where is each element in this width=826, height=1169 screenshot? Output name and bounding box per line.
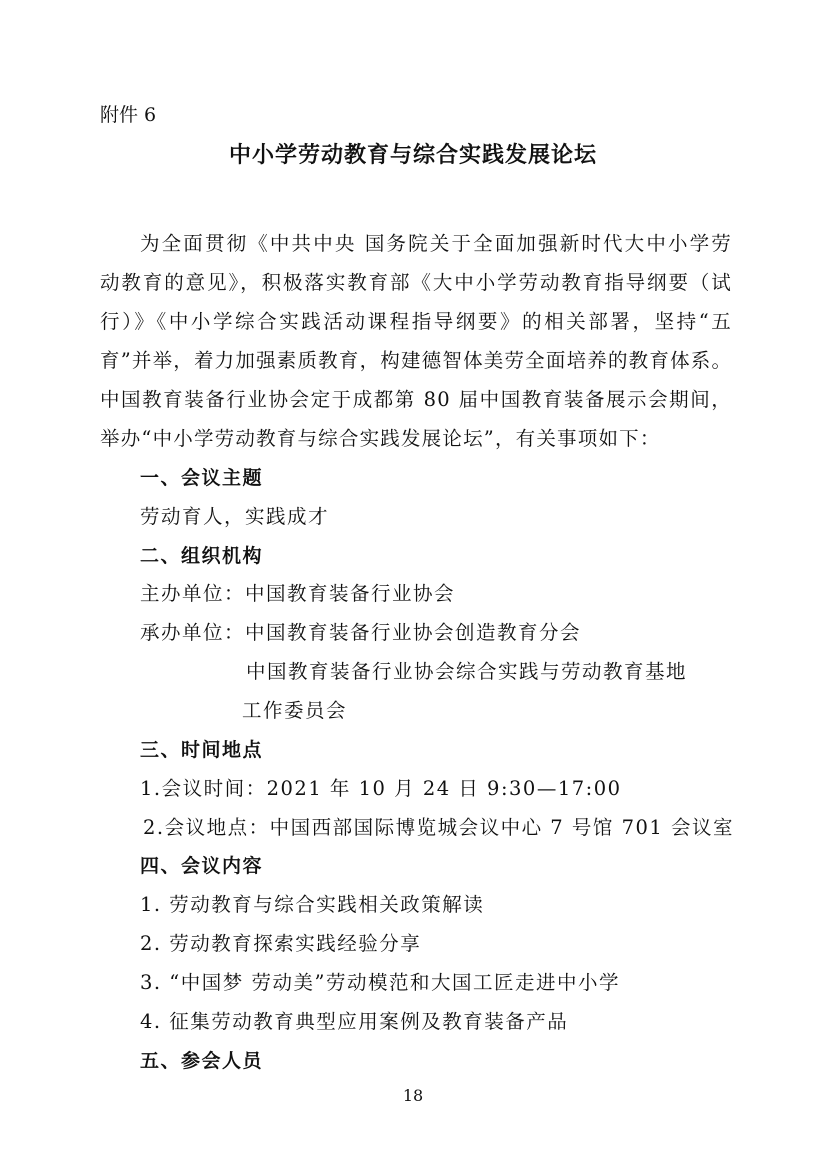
attachment-label: 附件 6 xyxy=(100,104,157,126)
section-heading-theme: 一、会议主题 xyxy=(140,467,264,489)
organizer-unit-continued: 中国教育装备行业协会综合实践与劳动教育基地 xyxy=(246,660,688,683)
organizer-unit-continued: 工作委员会 xyxy=(242,699,348,722)
theme-text: 劳动育人，实践成才 xyxy=(140,505,330,528)
meeting-place: 2.会议地点：中国西部国际博览城会议中心 7 号馆 701 会议室 xyxy=(143,816,735,839)
intro-line: 中国教育装备行业协会定于成都第 80 届中国教育装备展示会期间， xyxy=(100,388,732,411)
content-item: 4. 征集劳动教育典型应用案例及教育装备产品 xyxy=(140,1010,569,1033)
section-heading-time-place: 三、时间地点 xyxy=(140,739,264,761)
intro-line: 为全面贯彻《中共中央 国务院关于全面加强新时代大中小学劳 xyxy=(140,232,732,255)
organizer-unit: 承办单位：中国教育装备行业协会创造教育分会 xyxy=(140,621,582,644)
section-heading-organization: 二、组织机构 xyxy=(140,545,264,567)
intro-line: 行）》《中小学综合实践活动课程指导纲要》的相关部署，坚持“五 xyxy=(100,310,732,333)
intro-line: 动教育的意见》，积极落实教育部《大中小学劳动教育指导纲要（试 xyxy=(100,271,732,294)
content-item: 3. “中国梦 劳动美”劳动模范和大国工匠走进中小学 xyxy=(140,971,620,994)
intro-line: 育”并举，着力加强素质教育，构建德智体美劳全面培养的教育体系。 xyxy=(100,349,733,372)
section-heading-participants: 五、参会人员 xyxy=(140,1050,264,1072)
document-title: 中小学劳动教育与综合实践发展论坛 xyxy=(228,142,597,168)
intro-line: 举办“中小学劳动教育与综合实践发展论坛”，有关事项如下： xyxy=(100,427,661,450)
content-item: 1. 劳动教育与综合实践相关政策解读 xyxy=(140,893,485,916)
page-number: 18 xyxy=(402,1086,424,1105)
meeting-time: 1.会议时间：2021 年 10 月 24 日 9:30—17:00 xyxy=(140,777,622,800)
content-item: 2. 劳动教育探索实践经验分享 xyxy=(140,932,422,955)
host-unit: 主办单位：中国教育装备行业协会 xyxy=(140,582,456,605)
section-heading-content: 四、会议内容 xyxy=(140,855,264,877)
